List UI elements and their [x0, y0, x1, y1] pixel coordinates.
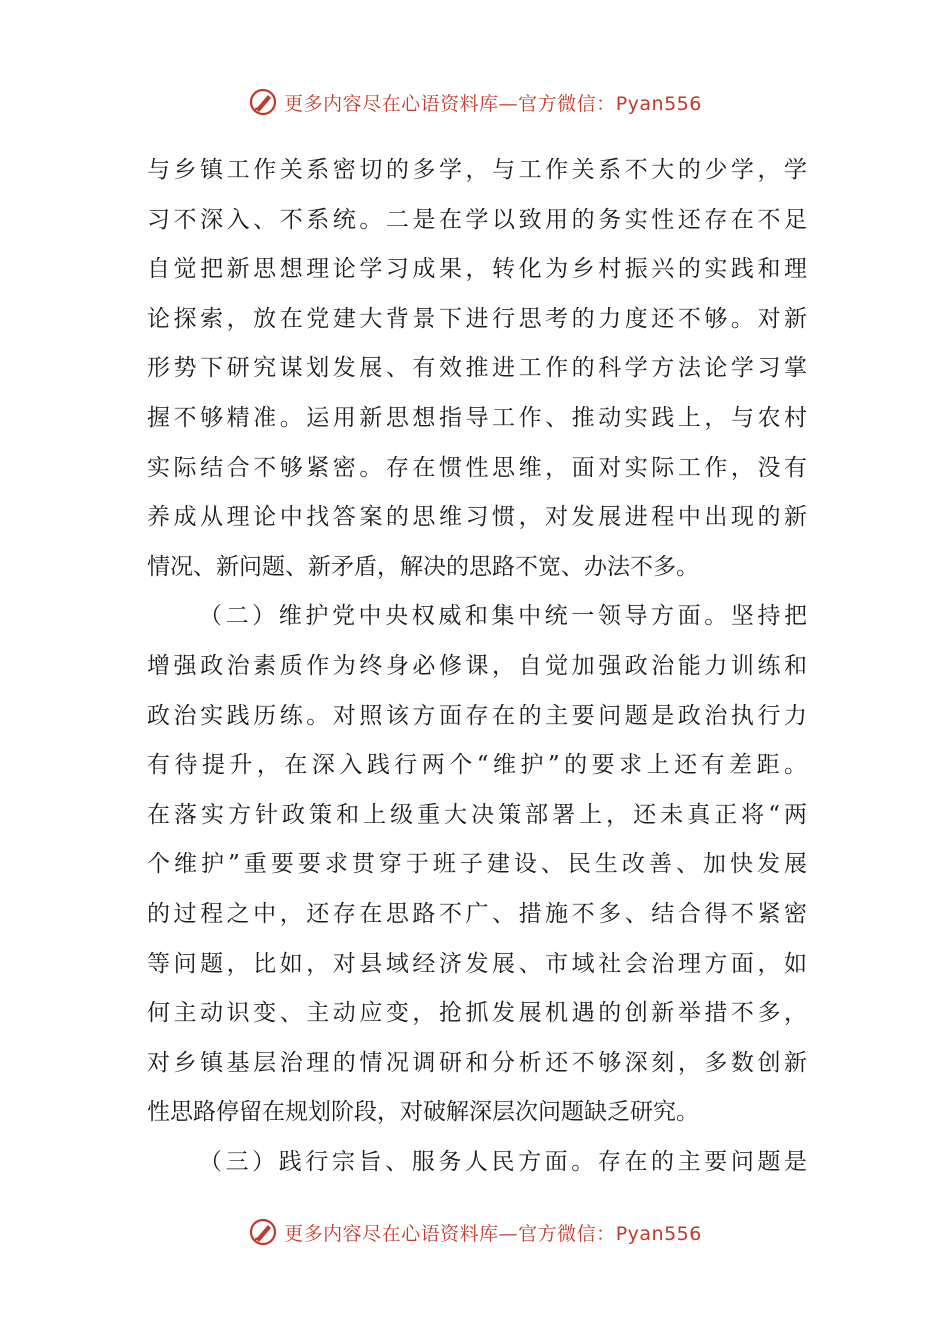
- header-contact-label: 官方微信：: [518, 92, 616, 115]
- document-body: [147, 146, 807, 1187]
- body-line: 论探索，放在党建大背景下进行思考的力度还不够。对新: [147, 305, 807, 332]
- body-line: 与乡镇工作关系密切的多学，与工作关系不大的少学，学: [147, 157, 807, 183]
- body-line: 握不够精准。运用新思想指导工作、推动实践上，与农村: [147, 404, 807, 431]
- footer-contact-label: 官方微信：: [518, 1222, 616, 1245]
- body-line: 实际结合不够紧密。存在惯性思维，面对实际工作，没有: [147, 454, 807, 481]
- pen-logo-icon: [248, 87, 278, 117]
- pen-logo-icon: [248, 1217, 278, 1247]
- header-separator: —: [498, 92, 519, 115]
- footer-separator: —: [498, 1222, 519, 1245]
- body-line: 个维护”重要要求贯穿于班子建设、民生改善、加快发展: [147, 851, 807, 878]
- header-contact-value: Pyan556: [615, 92, 702, 115]
- body-line: 等问题，比如，对县域经济发展、市域社会治理方面，如: [147, 950, 807, 977]
- footer-watermark-banner: [0, 1210, 950, 1254]
- body-line: 在落实方针政策和上级重大决策部署上，还未真正将“两: [147, 801, 807, 828]
- header-watermark-banner: [0, 80, 950, 124]
- body-line: 对乡镇基层治理的情况调研和分析还不够深刻，多数创新: [147, 1049, 807, 1076]
- body-line: 增强政治素质作为终身必修课，自觉加强政治能力训练和: [147, 652, 807, 679]
- footer-contact-value: Pyan556: [615, 1222, 702, 1245]
- body-line: 养成从理论中找答案的思维习惯，对发展进程中出现的新: [147, 504, 807, 531]
- body-line: 情况、新问题、新矛盾，解决的思路不宽、办法不多。: [147, 553, 699, 580]
- body-line: 有待提升，在深入践行两个“维护”的要求上还有差距。: [147, 752, 807, 779]
- body-line: 何主动识变、主动应变，抢抓发展机遇的创新举措不多，: [147, 1000, 807, 1027]
- body-line: 自觉把新思想理论学习成果，转化为乡村振兴的实践和理: [147, 256, 807, 283]
- header-banner-text: [284, 89, 702, 116]
- body-line: 性思路停留在规划阶段，对破解深层次问题缺乏研究。: [147, 1099, 699, 1126]
- body-line: 形势下研究谋划发展、有效推进工作的科学方法论学习掌: [147, 355, 807, 382]
- footer-banner-text: [284, 1219, 702, 1246]
- body-line: 习不深入、不系统。二是在学以致用的务实性还存在不足: [147, 206, 807, 233]
- footer-brand-text: 更多内容尽在心语资料库: [284, 1222, 499, 1245]
- header-brand-text: 更多内容尽在心语资料库: [284, 92, 499, 115]
- section-heading-line: （二）维护党中央权威和集中统一领导方面。坚持把: [199, 603, 807, 630]
- body-line: 的过程之中，还存在思路不广、措施不多、结合得不紧密: [147, 900, 807, 927]
- section-heading-line: （三）践行宗旨、服务人民方面。存在的主要问题是: [199, 1148, 807, 1175]
- body-line: 政治实践历练。对照该方面存在的主要问题是政治执行力: [147, 702, 807, 729]
